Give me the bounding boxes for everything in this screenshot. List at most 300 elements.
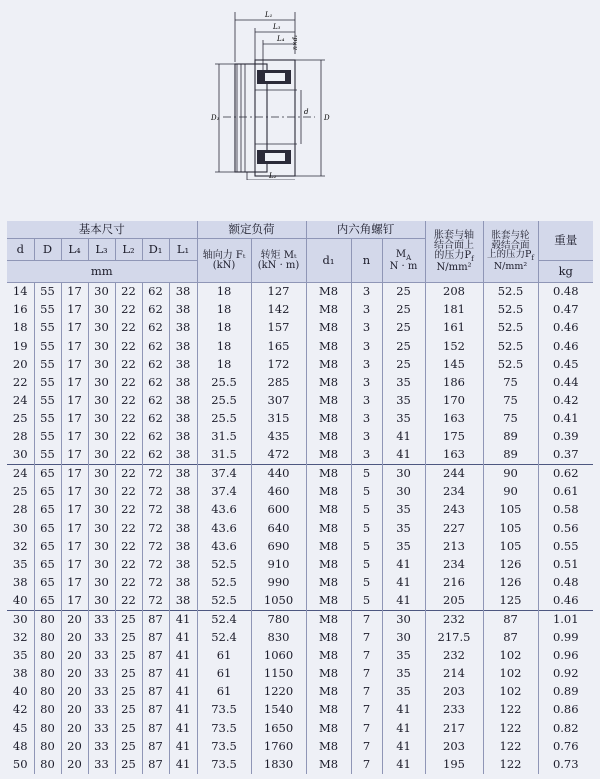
table-row xyxy=(7,392,593,410)
table-cell: 3 xyxy=(351,410,382,428)
table-cell: 38 xyxy=(169,337,197,355)
table-cell: 217.5 xyxy=(425,629,483,647)
table-cell: M8 xyxy=(306,319,351,337)
table-cell: 3 xyxy=(351,392,382,410)
table-cell: 3 xyxy=(351,355,382,373)
table-cell: 5 xyxy=(351,574,382,592)
table-cell: 22 xyxy=(115,446,142,465)
table-cell: 3 xyxy=(351,301,382,319)
table-cell: 55 xyxy=(34,410,61,428)
table-cell: 7 xyxy=(351,701,382,719)
table-cell: 208 xyxy=(425,283,483,302)
table-cell: 25 xyxy=(115,719,142,737)
table-cell: 55 xyxy=(34,373,61,391)
table-cell: 72 xyxy=(142,483,169,501)
table-cell: 7 xyxy=(351,610,382,629)
table-cell: 30 xyxy=(88,283,115,302)
table-cell: 780 xyxy=(251,610,306,629)
table-cell: 75 xyxy=(483,392,538,410)
table-cell: M8 xyxy=(306,501,351,519)
table-cell: 41 xyxy=(382,737,425,755)
table-cell: 25 xyxy=(115,665,142,683)
col-screw-d1: d₁ xyxy=(306,239,351,283)
table-cell: 0.62 xyxy=(538,464,593,483)
table-row xyxy=(7,301,593,319)
table-cell: 25 xyxy=(115,701,142,719)
table-row xyxy=(7,483,593,501)
table-cell: 35 xyxy=(382,537,425,555)
expansion-sleeve-spec-table xyxy=(7,221,593,774)
table-cell: 75 xyxy=(483,373,538,391)
table-cell: 460 xyxy=(251,483,306,501)
dim-label-big-d: D xyxy=(324,114,330,122)
table-cell: 52.4 xyxy=(197,610,251,629)
weight-unit-kg: kg xyxy=(538,261,593,283)
table-cell: 7 xyxy=(351,665,382,683)
table-cell: 38 xyxy=(169,464,197,483)
table-cell: 38 xyxy=(12,666,28,681)
table-cell: 61 xyxy=(197,683,251,701)
table-cell: 72 xyxy=(142,501,169,519)
table-header xyxy=(7,221,593,283)
table-cell: 38 xyxy=(169,283,197,302)
table-row xyxy=(7,555,593,573)
table-row xyxy=(7,719,593,737)
table-cell: 165 xyxy=(251,337,306,355)
table-cell: M8 xyxy=(306,719,351,737)
table-cell: 52.5 xyxy=(483,301,538,319)
table-cell: 7 xyxy=(351,755,382,773)
table-cell: 33 xyxy=(88,647,115,665)
table-cell: 35 xyxy=(382,410,425,428)
table-cell: 32 xyxy=(12,538,28,553)
table-cell: 65 xyxy=(34,537,61,555)
table-cell: M8 xyxy=(306,355,351,373)
table-cell: 30 xyxy=(12,520,28,535)
table-row xyxy=(7,629,593,647)
table-cell: 17 xyxy=(61,464,88,483)
table-cell: 175 xyxy=(425,428,483,446)
table-cell: M8 xyxy=(306,410,351,428)
table-cell: 33 xyxy=(88,755,115,773)
header-screw: 内六角螺钉 xyxy=(306,221,425,239)
table-cell: 41 xyxy=(169,701,197,719)
dim-label-l4: L₄ xyxy=(277,35,285,43)
table-cell: 5 xyxy=(351,501,382,519)
dim-label-d1-outer: D₁ xyxy=(211,114,220,122)
table-cell: 38 xyxy=(169,592,197,611)
table-cell: M8 xyxy=(306,428,351,446)
table-cell: 0.86 xyxy=(538,701,593,719)
table-cell: 89 xyxy=(483,446,538,465)
table-cell: 0.76 xyxy=(538,737,593,755)
table-cell: 7 xyxy=(351,737,382,755)
table-cell: 80 xyxy=(34,629,61,647)
table-cell: 102 xyxy=(483,683,538,701)
table-cell: 41 xyxy=(169,665,197,683)
table-cell: 17 xyxy=(61,337,88,355)
table-cell: 102 xyxy=(483,665,538,683)
table-row xyxy=(7,755,593,773)
table-cell: 30 xyxy=(382,629,425,647)
dim-label-d: d xyxy=(304,108,309,116)
table-cell: 227 xyxy=(425,519,483,537)
table-cell: 30 xyxy=(88,519,115,537)
table-cell: 0.46 xyxy=(538,319,593,337)
table-cell: 38 xyxy=(169,428,197,446)
table-cell: 65 xyxy=(34,592,61,611)
table-cell: 22 xyxy=(115,337,142,355)
table-cell: M8 xyxy=(306,629,351,647)
table-cell: 38 xyxy=(169,519,197,537)
table-cell: M8 xyxy=(306,337,351,355)
table-cell: M8 xyxy=(306,555,351,573)
table-cell: 30 xyxy=(88,592,115,611)
table-cell: 690 xyxy=(251,537,306,555)
table-cell: M8 xyxy=(306,701,351,719)
table-cell: 910 xyxy=(251,555,306,573)
table-row xyxy=(7,592,593,611)
col-screw-ma: $M_A$ N · m xyxy=(382,239,425,283)
table-cell: 41 xyxy=(169,610,197,629)
table-cell: 157 xyxy=(251,319,306,337)
table-cell: 17 xyxy=(61,373,88,391)
table-cell: M8 xyxy=(306,392,351,410)
table-cell: 30 xyxy=(88,355,115,373)
table-cell: 22 xyxy=(115,283,142,302)
table-cell: 5 xyxy=(351,555,382,573)
table-cell: 33 xyxy=(88,737,115,755)
table-cell: 1220 xyxy=(251,683,306,701)
table-cell: 24 xyxy=(7,464,34,483)
table-cell: 125 xyxy=(483,592,538,611)
table-cell: 30 xyxy=(88,337,115,355)
dim-label-l1-top: L₁ xyxy=(265,11,273,19)
table-cell: 55 xyxy=(34,319,61,337)
table-cell: 25.5 xyxy=(197,392,251,410)
table-cell: 3 xyxy=(351,446,382,465)
table-cell: 38 xyxy=(169,483,197,501)
table-cell: 87 xyxy=(142,701,169,719)
table-cell: 14 xyxy=(12,284,28,299)
table-cell: 1050 xyxy=(251,592,306,611)
table-row xyxy=(7,446,593,465)
table-cell: 25.5 xyxy=(197,373,251,391)
table-cell: 35 xyxy=(382,683,425,701)
table-cell: 52.5 xyxy=(483,337,538,355)
table-cell: M8 xyxy=(306,647,351,665)
table-row xyxy=(7,737,593,755)
table-cell: 25 xyxy=(382,283,425,302)
table-cell: 55 xyxy=(34,428,61,446)
table-cell: 52.5 xyxy=(483,355,538,373)
table-cell: 213 xyxy=(425,537,483,555)
col-screw-n: n xyxy=(351,239,382,283)
table-cell: 25 xyxy=(12,410,28,425)
table-cell: 87 xyxy=(142,719,169,737)
table-cell: 89 xyxy=(483,428,538,446)
col-torque: 转矩 Mₜ (kN · m) xyxy=(251,239,306,283)
table-cell: M8 xyxy=(306,537,351,555)
table-cell: 73.5 xyxy=(197,737,251,755)
table-row xyxy=(7,283,593,302)
table-cell: 440 xyxy=(251,464,306,483)
col-l2: L₂ xyxy=(115,239,142,261)
table-cell: 38 xyxy=(169,555,197,573)
table-cell: 30 xyxy=(88,574,115,592)
table-row xyxy=(7,501,593,519)
table-cell: 87 xyxy=(142,629,169,647)
table-cell: 17 xyxy=(61,410,88,428)
table-cell: 1150 xyxy=(251,665,306,683)
table-cell: 186 xyxy=(425,373,483,391)
table-cell: 90 xyxy=(483,464,538,483)
table-cell: 0.46 xyxy=(538,592,593,611)
table-cell: 55 xyxy=(34,392,61,410)
table-cell: 62 xyxy=(142,301,169,319)
table-cell: 7 xyxy=(351,629,382,647)
table-row xyxy=(7,337,593,355)
table-cell: 232 xyxy=(425,647,483,665)
header-basic-dims: 基本尺寸 xyxy=(7,221,197,239)
table-cell: 45 xyxy=(12,720,28,735)
table-cell: 285 xyxy=(251,373,306,391)
table-cell: 25 xyxy=(382,355,425,373)
table-row xyxy=(7,373,593,391)
table-cell: 307 xyxy=(251,392,306,410)
table-cell: 30 xyxy=(88,555,115,573)
table-cell: 55 xyxy=(34,337,61,355)
table-cell: 20 xyxy=(61,647,88,665)
table-cell: 22 xyxy=(115,301,142,319)
table-cell: 5 xyxy=(351,519,382,537)
col-d: d xyxy=(7,239,34,261)
table-cell: 22 xyxy=(115,555,142,573)
col-l4: L₄ xyxy=(61,239,88,261)
table-cell: 30 xyxy=(88,428,115,446)
table-cell: 62 xyxy=(142,392,169,410)
table-cell: 33 xyxy=(88,610,115,629)
table-cell: 0.44 xyxy=(538,373,593,391)
table-cell: 25 xyxy=(382,337,425,355)
table-cell: 0.37 xyxy=(538,446,593,465)
table-cell: 35 xyxy=(382,647,425,665)
table-cell: 22 xyxy=(115,464,142,483)
table-cell: 233 xyxy=(425,701,483,719)
table-cell: 38 xyxy=(169,373,197,391)
table-cell: 163 xyxy=(425,410,483,428)
table-cell: 62 xyxy=(142,319,169,337)
table-cell: 0.73 xyxy=(538,755,593,773)
table-cell: 80 xyxy=(34,737,61,755)
col-axial-force: 轴向力 Fₜ (kN) xyxy=(197,239,251,283)
table-row xyxy=(7,610,593,629)
table-cell: 72 xyxy=(142,464,169,483)
table-cell: 105 xyxy=(483,501,538,519)
table-row xyxy=(7,428,593,446)
table-cell: 65 xyxy=(34,501,61,519)
table-cell: 62 xyxy=(142,446,169,465)
table-cell: 43.6 xyxy=(197,519,251,537)
table-cell: 17 xyxy=(61,483,88,501)
table-cell: 38 xyxy=(169,501,197,519)
table-cell: 0.92 xyxy=(538,665,593,683)
col-big-d: D xyxy=(34,239,61,261)
table-cell: 17 xyxy=(61,355,88,373)
table-cell: 30 xyxy=(88,392,115,410)
table-cell: M8 xyxy=(306,592,351,611)
table-cell: 41 xyxy=(169,629,197,647)
table-cell: 38 xyxy=(12,574,28,589)
table-cell: 16 xyxy=(12,302,28,317)
table-cell: 1830 xyxy=(251,755,306,773)
table-cell: 0.56 xyxy=(538,519,593,537)
table-cell: 170 xyxy=(425,392,483,410)
table-cell: 25 xyxy=(115,647,142,665)
table-cell: 72 xyxy=(142,574,169,592)
table-cell: 30 xyxy=(88,483,115,501)
table-cell: 35 xyxy=(12,648,28,663)
table-cell: 600 xyxy=(251,501,306,519)
table-cell: 41 xyxy=(382,701,425,719)
table-cell: 20 xyxy=(61,665,88,683)
table-cell: 0.82 xyxy=(538,719,593,737)
table-cell: 122 xyxy=(483,701,538,719)
table-cell: 87 xyxy=(483,629,538,647)
dim-unit-mm: mm xyxy=(7,261,197,283)
table-cell: 30 xyxy=(382,610,425,629)
table-cell: 0.45 xyxy=(538,355,593,373)
table-cell: 33 xyxy=(88,701,115,719)
table-cell: 40 xyxy=(12,592,28,607)
table-row xyxy=(7,464,593,483)
dim-label-l3: L₃ xyxy=(273,23,281,31)
dim-label-l2: L₂ xyxy=(269,172,277,180)
table-cell: 126 xyxy=(483,555,538,573)
table-cell: 80 xyxy=(34,719,61,737)
table-cell: 33 xyxy=(88,683,115,701)
table-cell: M8 xyxy=(306,464,351,483)
table-cell: 5 xyxy=(351,483,382,501)
table-row xyxy=(7,537,593,555)
table-cell: 35 xyxy=(382,519,425,537)
col-l1: L₁ xyxy=(169,239,197,261)
table-cell: 30 xyxy=(88,301,115,319)
table-cell: 62 xyxy=(142,428,169,446)
table-cell: 830 xyxy=(251,629,306,647)
table-cell: 30 xyxy=(88,373,115,391)
table-cell: 3 xyxy=(351,283,382,302)
table-cell: 87 xyxy=(142,683,169,701)
table-cell: 30 xyxy=(88,464,115,483)
table-cell: 105 xyxy=(483,519,538,537)
table-cell: M8 xyxy=(306,483,351,501)
table-cell: 0.47 xyxy=(538,301,593,319)
table-cell: 35 xyxy=(382,392,425,410)
table-cell: 1540 xyxy=(251,701,306,719)
table-cell: 72 xyxy=(142,519,169,537)
table-row xyxy=(7,410,593,428)
table-cell: 52.5 xyxy=(197,592,251,611)
table-cell: 142 xyxy=(251,301,306,319)
table-cell: 152 xyxy=(425,337,483,355)
table-cell: 38 xyxy=(169,355,197,373)
table-cell: 62 xyxy=(142,337,169,355)
table-cell: 31.5 xyxy=(197,428,251,446)
table-cell: 52.4 xyxy=(197,629,251,647)
table-cell: 25 xyxy=(12,484,28,499)
table-cell: 80 xyxy=(34,647,61,665)
table-cell: 22 xyxy=(115,537,142,555)
table-cell: 3 xyxy=(351,319,382,337)
table-cell: 17 xyxy=(61,537,88,555)
table-cell: 0.61 xyxy=(538,483,593,501)
table-cell: 28 xyxy=(12,502,28,517)
table-cell: 214 xyxy=(425,665,483,683)
table-cell: 55 xyxy=(34,301,61,319)
table-cell: 5 xyxy=(351,464,382,483)
table-cell: 0.99 xyxy=(538,629,593,647)
table-cell: 65 xyxy=(34,555,61,573)
table-cell: 25 xyxy=(115,755,142,773)
table-cell: 38 xyxy=(169,410,197,428)
table-cell: 90 xyxy=(483,483,538,501)
header-weight: 重量 xyxy=(538,221,593,261)
table-cell: 0.48 xyxy=(538,574,593,592)
table-cell: 22 xyxy=(12,374,28,389)
table-cell: 17 xyxy=(61,319,88,337)
table-cell: 22 xyxy=(115,373,142,391)
table-cell: 105 xyxy=(483,537,538,555)
table-cell: 7 xyxy=(351,683,382,701)
table-cell: 195 xyxy=(425,755,483,773)
table-cell: 0.96 xyxy=(538,647,593,665)
table-cell: 0.41 xyxy=(538,410,593,428)
table-cell: 1650 xyxy=(251,719,306,737)
table-cell: 20 xyxy=(61,719,88,737)
table-cell: 122 xyxy=(483,755,538,773)
table-cell: 41 xyxy=(382,755,425,773)
table-cell: 25 xyxy=(115,629,142,647)
table-cell: 18 xyxy=(197,337,251,355)
table-cell: 126 xyxy=(483,574,538,592)
table-cell: 243 xyxy=(425,501,483,519)
table-cell: 20 xyxy=(61,610,88,629)
table-cell: 20 xyxy=(61,755,88,773)
table-cell: 87 xyxy=(142,737,169,755)
table-cell: 61 xyxy=(197,665,251,683)
table-row xyxy=(7,519,593,537)
table-cell: 32 xyxy=(12,630,28,645)
table-cell: 19 xyxy=(12,338,28,353)
table-cell: 205 xyxy=(425,592,483,611)
table-cell: 73.5 xyxy=(197,755,251,773)
table-cell: 7 xyxy=(351,719,382,737)
header-pressure-hub: 胀套与轮 毂结合面 上的压力$P_f$ N/mm² xyxy=(483,221,538,283)
table-cell: 18 xyxy=(12,320,28,335)
table-cell: 38 xyxy=(169,301,197,319)
table-cell: M8 xyxy=(306,446,351,465)
table-cell: 87 xyxy=(142,665,169,683)
table-cell: 72 xyxy=(142,537,169,555)
table-cell: 0.89 xyxy=(538,683,593,701)
table-cell: 0.42 xyxy=(538,392,593,410)
table-cell: 472 xyxy=(251,446,306,465)
table-cell: 0.58 xyxy=(538,501,593,519)
table-row xyxy=(7,701,593,719)
table-row xyxy=(7,355,593,373)
table-cell: 20 xyxy=(61,701,88,719)
